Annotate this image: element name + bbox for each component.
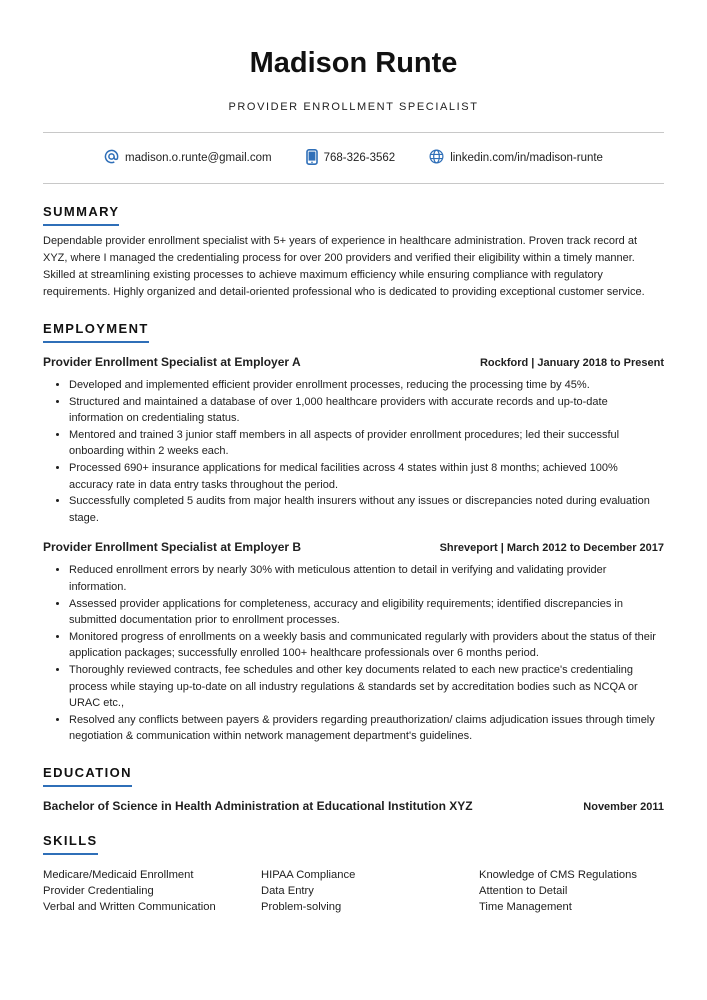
degree: Bachelor of Science in Health Administration at Educational Institution XYZ <box>43 798 473 813</box>
skill-item: Time Management <box>479 900 572 913</box>
job-location-dates: Rockford | January 2018 to Present <box>479 357 664 369</box>
candidate-job-title: PROVIDER ENROLLMENT SPECIALIST <box>228 101 479 113</box>
summary-heading: SUMMARY <box>43 204 119 226</box>
candidate-name: Madison Runte <box>249 47 458 79</box>
skills-section <box>43 832 664 915</box>
education-heading: EDUCATION <box>43 765 132 787</box>
contact-linkedin[interactable] <box>429 149 603 167</box>
skills-column <box>43 867 261 915</box>
job-title: Provider Enrollment Specialist at Employer B <box>43 540 302 555</box>
job-bullets <box>43 377 664 526</box>
skill-item: HIPAA Compliance <box>261 868 356 881</box>
bullet-item: • Reduced enrollment errors by nearly 30% with meticulous attention to detail in verifying and validating provider information. <box>69 562 664 595</box>
education-section <box>43 764 664 813</box>
skills-column <box>479 867 664 915</box>
skill-item: Medicare/Medicaid Enrollment <box>43 868 194 881</box>
linkedin-text: linkedin.com/in/madison-runte <box>450 152 603 164</box>
at-icon <box>104 149 125 167</box>
phone-text: 768-326-3562 <box>323 152 396 164</box>
job-location-dates: Shreveport | March 2012 to December 2017 <box>439 542 664 555</box>
bullet-item: • Monitored progress of enrollments on a weekly basis and communicated regularly with providers about the status of their application packages; successfully enrolled 100+ healthcare professionals over 6 months period. <box>69 629 664 662</box>
contact-phone[interactable] <box>306 149 396 168</box>
skill-item: Attention to Detail <box>479 884 568 897</box>
bullet-item: • Successfully completed 5 audits from major health insurers without any issues or discrepancies noted during evaluation stage. <box>69 493 664 526</box>
skill-item: Knowledge of CMS Regulations <box>479 868 637 881</box>
phone-icon <box>306 149 324 168</box>
email-text: madison.o.runte@gmail.com <box>125 152 272 164</box>
graduation-date: November 2011 <box>583 800 664 813</box>
globe-icon <box>429 149 450 167</box>
skill-item: Problem-solving <box>261 900 342 913</box>
divider-bottom <box>43 183 664 184</box>
summary-text: Dependable provider enrollment specialist with 5+ years of experience in healthcare administration. Proven track record at XYZ, where I managed the credentialing process for over 200 providers and verified their eligibility within a timely manner. Skilled at streamlining existing processes to achieve maximum efficiency while ensuring compliance with regulatory requirements. Highly organized and detail-oriented professional who is dedicated to providing exceptional customer service. <box>43 235 645 298</box>
employment-section <box>43 320 664 745</box>
job-title: Provider Enrollment Specialist at Employer A <box>43 355 301 369</box>
employment-heading: EMPLOYMENT <box>43 321 149 343</box>
contact-bar <box>43 133 664 183</box>
bullet-item: • Mentored and trained 3 junior staff members in all aspects of provider enrollment procedures; led their successful onboarding within 2 weeks each. <box>69 427 664 460</box>
bullet-item: • Thoroughly reviewed contracts, fee schedules and other key documents related to each new practice's credentialing process while staying up-to-date on all industry regulations & standards set by accreditation bodies such as NCQA or URAC etc., <box>69 662 664 712</box>
summary-section <box>43 203 664 301</box>
contact-email[interactable] <box>104 149 272 167</box>
job-entry <box>43 540 664 745</box>
bullet-item: • Structured and maintained a database of over 1,000 healthcare providers with accurate records and up-to-date information on credentialing status. <box>69 394 664 427</box>
bullet-item: • Developed and implemented efficient provider enrollment processes, reducing the processing time by 45%. <box>69 377 664 394</box>
skill-item: Data Entry <box>261 884 314 897</box>
skills-column <box>261 867 479 915</box>
skills-heading: SKILLS <box>43 833 98 855</box>
skills-grid <box>43 867 664 915</box>
bullet-item: • Resolved any conflicts between payers & providers regarding preauthorization/ claims adjudication issues through timely negotiation & communication within network management department's guidelines. <box>69 712 664 745</box>
job-entry <box>43 355 664 526</box>
bullet-item: • Processed 690+ insurance applications for medical facilities across 4 states within just 8 months; achieved 100% accuracy rate in data entry tasks throughout the period. <box>69 460 664 493</box>
bullet-item: • Assessed provider applications for completeness, accuracy and eligibility requirements; identified discrepancies in submitted documentation prior to enrollment processes. <box>69 596 664 629</box>
skill-item: Provider Credentialing <box>43 884 154 897</box>
skill-item: Verbal and Written Communication <box>43 900 216 913</box>
job-bullets <box>43 562 664 745</box>
